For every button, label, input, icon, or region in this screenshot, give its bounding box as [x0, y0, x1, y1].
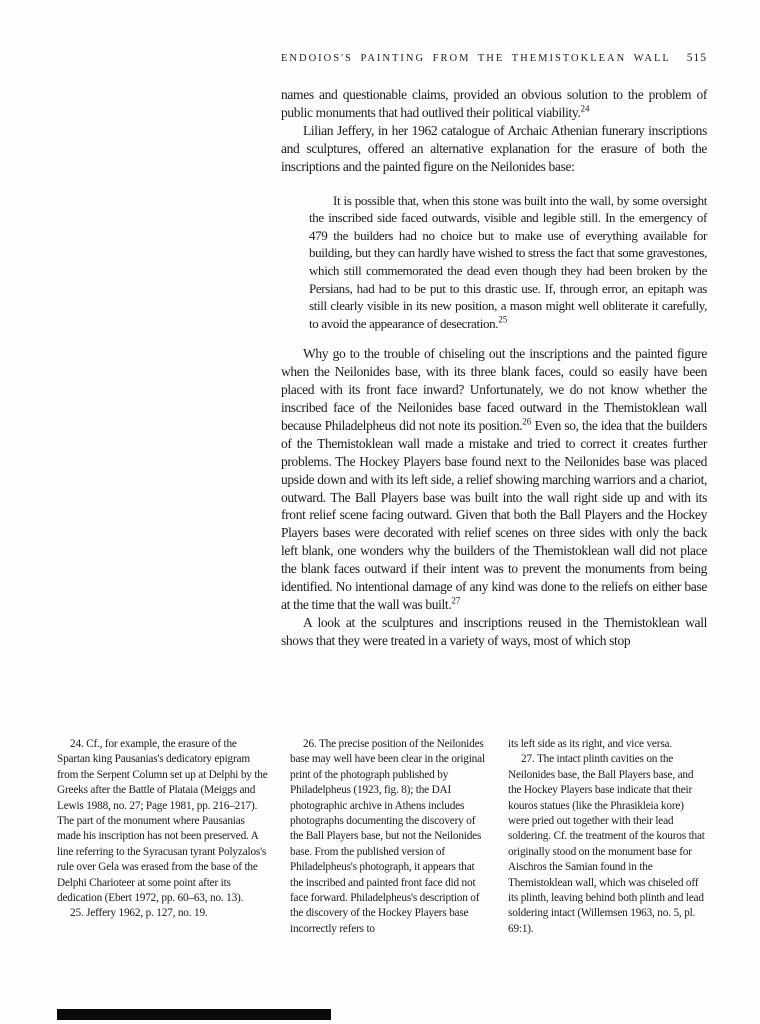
footnote-ref-25: 25: [498, 314, 508, 325]
footnote-ref-27: 27: [451, 595, 461, 606]
quote-text: It is possible that, when this stone was built into the wall, by some oversight the inscribed side faced outwards, visible and legible still. In the emergency of 479 the builders had no choice but to make use of everything available for building, but they can hardly have wished to stress the fact that some gravestones, which still commemorated the dead even though they had been broken by the Persians, had had to be put to this drastic use. If, through error, an epitaph was still clearly visible in its new position, a mason might well obliterate it carefully, to avoid the appearance of desecration.: [309, 192, 707, 331]
footnote-27: 27. The intact plinth cavities on the Neilonides base, the Ball Players base, and the Hockey Players base indicate that their kouros statues (like the Phrasikleia kore) were pried out together with their lead soldering. Cf. the treatment of the kouros that originally stood on the monument base for Aischros the Samian found in the Themistoklean wall, which was chiseled off its plinth, leaving behind both plinth and lead soldering intact (Willemsen 1963, no. 5, pl. 69:1).: [508, 753, 705, 935]
paragraph-text: Even so, the idea that the builders of the Themistoklean wall made a mistake and tried to correct it creates further problems. The Hockey Players base found next to the Neilonides base was placed upside down and with its left side, a relief showing marching warriors and a chariot, outward. The Ball Players base was built into the wall right side up and with its front relief scene facing outward. Given that both the Ball Players and the Hockey Players bases were decorated with relief scenes on three sides with only the back left blank, one wonders why the builders of the Themistoklean wall did not place the blank faces outward if their intent was to prevent the monuments from being identified. No intentional damage of any kind was done to the reliefs on either base at the time that the wall was built.: [281, 417, 707, 612]
main-text-column: [281, 86, 707, 650]
running-title: ENDOIOS'S PAINTING FROM THE THEMISTOKLEAN WALL: [281, 53, 671, 64]
paragraph-text: names and questionable claims, provided an obvious solution to the problem of public monuments that had outlived their political viability.: [281, 87, 707, 120]
footnote-26-continuation: its left side as its right, and vice versa.: [508, 738, 672, 750]
footnotes-section: [57, 737, 707, 937]
page-number: 515: [686, 52, 707, 64]
footnote-column-1: [57, 737, 269, 937]
scan-artifact-bar: [57, 1009, 331, 1020]
paragraph-closing: A look at the sculptures and inscriptions reused in the Themistoklean wall shows that they were treated in a variety of ways, most of which stop: [281, 614, 707, 648]
footnote-26: 26. The precise position of the Neilonides base may well have been clear in the original print of the photograph published by Philadelpheus (1923, fig. 8); the DAI photographic archive in Athens includes photographs documenting the discovery of the Ball Players base, but not the Neilonides base. From the published version of Philadelpheus's photograph, it appears that the inscribed and painted front face did not face forward. Philadelpheus's description of the discovery of the Hockey Players base incorrectly refers to: [290, 738, 485, 935]
block-quote: [309, 192, 707, 333]
footnote-24: 24. Cf., for example, the erasure of the Spartan king Pausanias's dedicatory epigram from the Serpent Column set up at Delphi by the Greeks after the Battle of Plataia (Meiggs and Lewis 1988, no. 27; Page 1981, pp. 216–217). The part of the monument where Pausanias made his inscription has not been preserved. A line referring to the Syracusan tyrant Polyzalos's rule over Gela was erased from the base of the Delphi Charioteer at some point after its dedication (Ebert 1972, pp. 60–63, no. 13).: [57, 738, 268, 905]
paragraph-discussion: [281, 345, 707, 614]
paragraph-jeffery-intro: Lilian Jeffery, in her 1962 catalogue of Archaic Athenian funerary inscriptions and sculptures, offered an alternative explanation for the erasure of both the inscriptions and the painted figure on the Neilonides base:: [281, 122, 707, 174]
footnote-ref-24: 24: [580, 103, 590, 114]
running-header: [281, 52, 707, 64]
paragraph-continuation: [281, 86, 707, 122]
footnote-25: 25. Jeffery 1962, p. 127, no. 19.: [70, 907, 208, 920]
footnote-column-3: [508, 737, 707, 937]
footnote-ref-26: 26: [522, 416, 532, 427]
paragraph-text: Why go to the trouble of chiseling out the inscriptions and the painted figure when the Neilonides base, with its three blank faces, could so easily have been placed with its front face inward? Unfortunately, we do not know whether the inscribed face of the Neilonides base faced outward in the Themistoklean wall because Philadelpheus did not note its position.: [281, 346, 707, 433]
footnote-column-2: [290, 737, 487, 937]
